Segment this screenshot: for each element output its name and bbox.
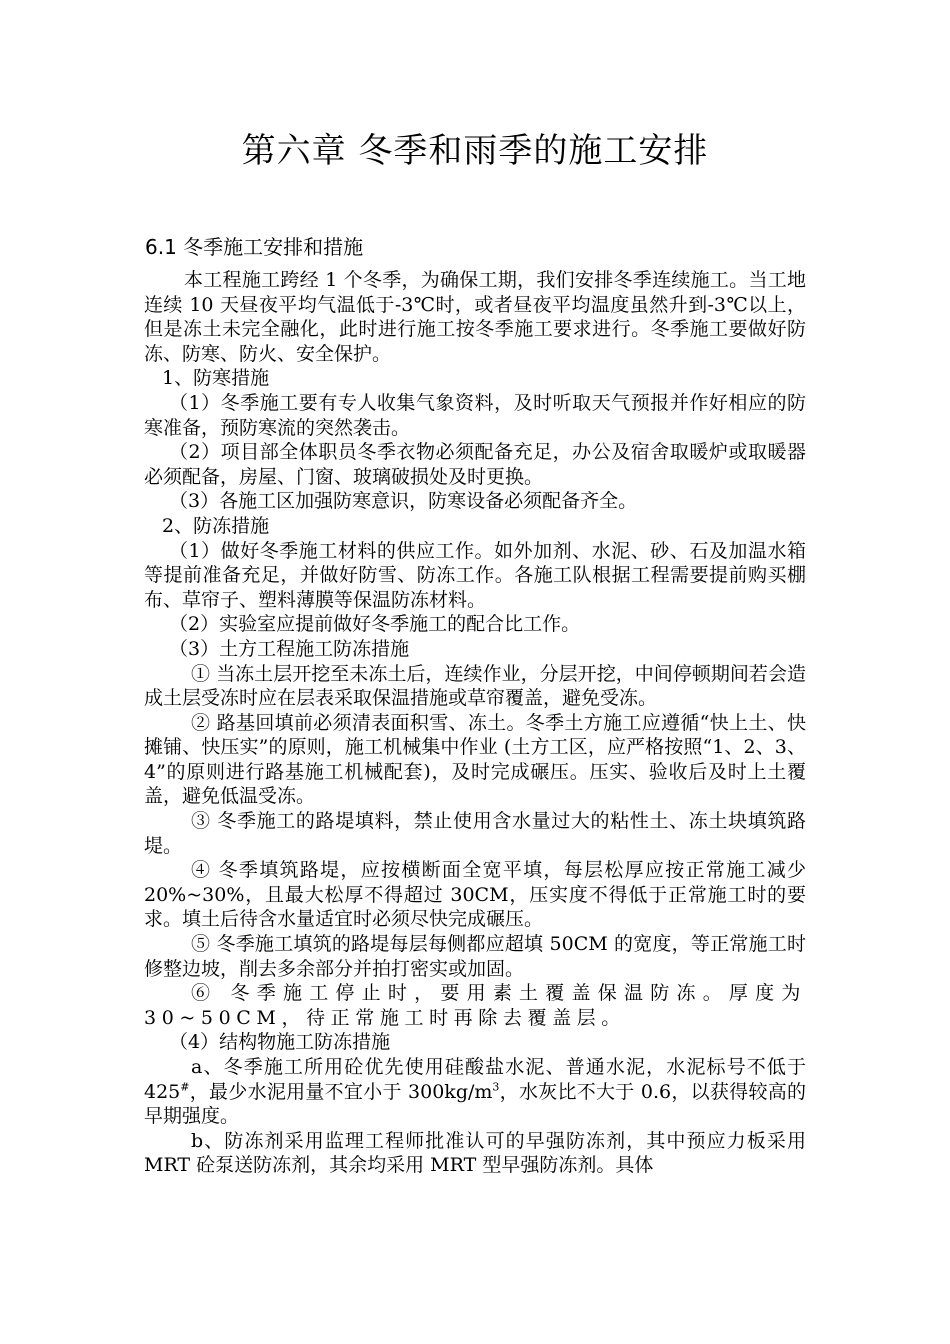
cubic-superscript: 3 bbox=[492, 1080, 500, 1094]
earthwork-item-6: ⑥ 冬季施工停止时，要用素土覆盖保温防冻。厚度为30~50CM，待正常施工时再除去覆盖层。 bbox=[144, 982, 806, 1029]
item-a-text-3: ，水灰比不大于 0.6，以获得较高的早期强度。 bbox=[144, 1080, 806, 1128]
grade-superscript: # bbox=[180, 1080, 190, 1094]
subheading-cold-protection: 1、防寒措施 bbox=[162, 367, 270, 390]
paragraph-cold-3: （3）各施工区加强防寒意识，防寒设备必须配备齐全。 bbox=[169, 490, 638, 513]
earthwork-item-2: ② 路基回填前必须清表面积雪、冻土。冬季土方施工应遵循“快上土、快摊铺、快压实”的原则，施工机械集中作业 (土方工区，应严格按照“1、2、3、4”的原则进行路基施工机械配套)，及时完成碾压。压实、验收后及时上土覆盖，避免低温受冻。 bbox=[144, 711, 806, 808]
paragraph-cold-2: （2）项目部全体职员冬季衣物必须配备充足，办公及宿舍取暖炉或取暖器必须配备，房屋、门窗、玻璃破损处及时更换。 bbox=[144, 441, 806, 488]
paragraph-freeze-1: （1）做好冬季施工材料的供应工作。如外加剂、水泥、砂、石及加温水箱等提前准备充足，并做好防雪、防冻工作。各施工队根据工程需要提前购买棚布、草帘子、塑料薄膜等保温防冻材料。 bbox=[144, 539, 806, 611]
chapter-title: 第六章 冬季和雨季的施工安排 bbox=[241, 131, 709, 171]
earthwork-item-4: ④ 冬季填筑路堤，应按横断面全宽平填，每层松厚应按正常施工减少 20%~30%，且最大松厚不得超过 30CM，压实度不得低于正常施工时的要求。填土后待含水量适宜时必须尽快完成碾压。 bbox=[144, 859, 806, 931]
paragraph-freeze-4: （4）结构物施工防冻措施 bbox=[169, 1031, 391, 1054]
structure-item-a bbox=[144, 1055, 806, 1129]
paragraph-cold-1: （1）冬季施工要有专人收集气象资料，及时听取天气预报并作好相应的防寒准备，预防寒流的突然袭击。 bbox=[144, 391, 806, 439]
structure-item-b: b、防冻剂采用监理工程师批准认可的早强防冻剂，其中预应力板采用 MRT 砼泵送防冻剂，其余均采用 MRT 型早强防冻剂。具体 bbox=[144, 1129, 806, 1177]
earthwork-item-3: ③ 冬季施工的路堤填料，禁止使用含水量过大的粘性土、冻土块填筑路堤。 bbox=[144, 810, 806, 857]
earthwork-item-5: ⑤ 冬季施工填筑的路堤每层每侧都应超填 50CM 的宽度，等正常施工时修整边坡，削去多余部分并拍打密实或加固。 bbox=[144, 933, 806, 980]
paragraph-freeze-3: （3）土方工程施工防冻措施 bbox=[169, 637, 410, 660]
subheading-freeze-protection: 2、防冻措施 bbox=[162, 514, 270, 537]
intro-paragraph: 本工程施工跨经 1 个冬季，为确保工期，我们安排冬季连续施工。当工地连续 10 天昼夜平均气温低于-3℃时，或者昼夜平均温度虽然升到-3℃以上，但是冻土未完全融化，此时进行施工按冬季施工要求进行。冬季施工要做好防冻、防寒、防火、安全保护。 bbox=[144, 269, 806, 365]
document-body bbox=[144, 268, 806, 1178]
paragraph-freeze-2: （2）实验室应提前做好冬季施工的配合比工作。 bbox=[169, 613, 581, 636]
earthwork-item-1: ① 当冻土层开挖至未冻土后，连续作业，分层开挖，中间停顿期间若会造成土层受冻时应在层表采取保温措施或草帘覆盖，避免受冻。 bbox=[144, 662, 806, 710]
item-a-text-1: a、冬季施工所用砼优先使用硅酸盐水泥、普通水泥，水泥标号不低于 425 bbox=[144, 1056, 806, 1103]
item-a-text-2: ，最少水泥用量不宜小于 300kg/m bbox=[189, 1080, 493, 1103]
section-heading: 6.1 冬季施工安排和措施 bbox=[145, 235, 364, 259]
